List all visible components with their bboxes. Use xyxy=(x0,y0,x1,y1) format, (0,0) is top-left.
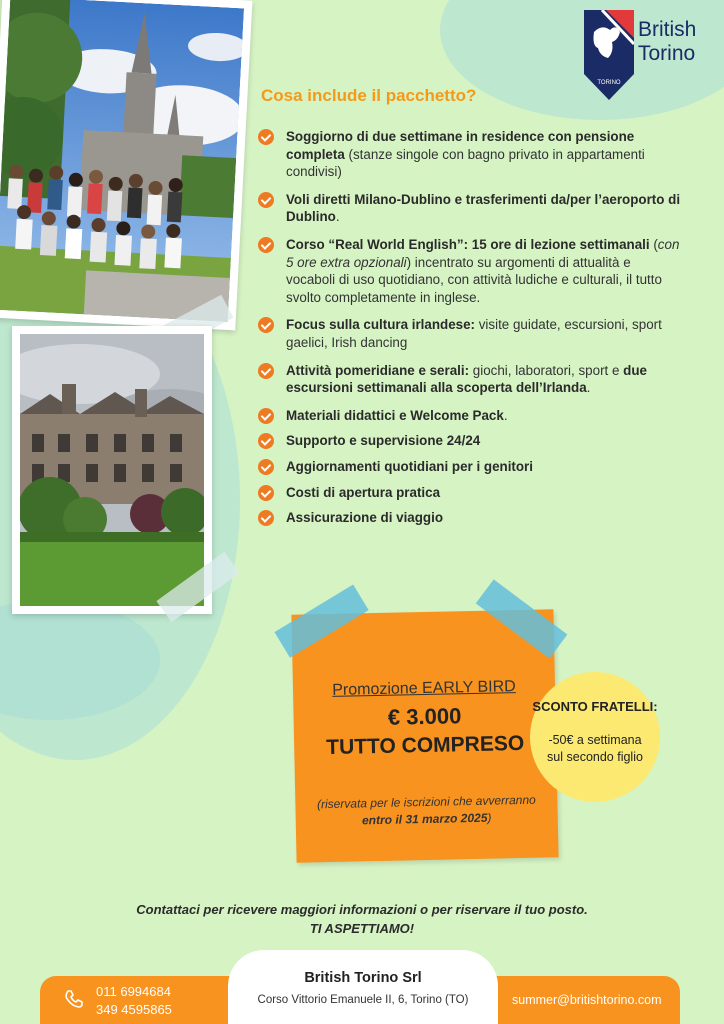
logo-line-1: British xyxy=(638,18,697,41)
included-item-text: due escursioni settimanali alla scoperta dell’Irlanda xyxy=(286,362,647,396)
included-item-text: Costi di apertura pratica xyxy=(286,484,441,500)
check-circle-icon xyxy=(258,237,274,253)
promo-card xyxy=(291,609,558,862)
promo-note-start: (riservata per le iscrizioni che avverranno xyxy=(316,792,536,812)
check-circle-icon xyxy=(258,363,274,379)
promo-note xyxy=(315,792,538,831)
manor-photo xyxy=(20,334,204,606)
included-item xyxy=(258,432,683,450)
included-item-text: Materiali didattici e Welcome Pack xyxy=(286,407,504,423)
check-circle-icon xyxy=(258,433,274,449)
email-link[interactable]: summer@britishtorino.com xyxy=(512,993,662,1007)
logo-wordmark xyxy=(638,18,696,66)
included-item xyxy=(258,362,683,397)
included-item-text: Assicurazione di viaggio xyxy=(286,510,444,526)
package-heading: Cosa include il pacchetto? xyxy=(261,86,477,105)
included-item-text: Attività pomeridiane e serali: xyxy=(286,362,470,378)
promo-tape-right xyxy=(476,579,568,658)
company-info xyxy=(228,950,498,1024)
included-item-text: Soggiorno di due settimane in residence con pensione completa xyxy=(286,129,635,162)
british-torino-logo xyxy=(584,10,724,100)
included-list xyxy=(258,128,683,535)
company-address: Corso Vittorio Emanuele II, 6, Torino (TO) xyxy=(257,994,469,1006)
contact-message-line-2: TI ASPETTIAMO! xyxy=(309,921,415,936)
included-item xyxy=(258,458,683,476)
included-item xyxy=(258,509,683,527)
check-circle-icon xyxy=(258,192,274,208)
promo-title: Promozione EARLY BIRD xyxy=(332,678,516,699)
check-circle-icon xyxy=(258,485,274,501)
contact-message-line-1: Contattaci per ricevere maggiori informazioni o per riservare il tuo posto. xyxy=(136,902,588,917)
promo-price: € 3.000 xyxy=(387,703,462,730)
included-item xyxy=(258,128,683,181)
included-item-text: ( xyxy=(649,236,658,252)
included-item-text: (stanze singole con bagno privato in appartamenti condivisi) xyxy=(286,146,645,180)
lion-shield-icon xyxy=(584,10,634,100)
promo-note-deadline: entro il 31 marzo 2025 xyxy=(361,810,488,828)
sibling-discount-badge xyxy=(530,672,660,802)
check-circle-icon xyxy=(258,459,274,475)
photo-manor-house xyxy=(12,326,212,614)
included-item xyxy=(258,316,683,351)
logo-line-2: Torino xyxy=(638,42,696,65)
promo-included: TUTTO COMPRESO xyxy=(325,731,525,760)
included-item-text: Corso “Real World English”: 15 ore di lezione settimanali xyxy=(286,236,650,252)
included-item-text: con 5 ore extra opzionali xyxy=(286,236,680,270)
promo-note-end: ) xyxy=(487,810,492,825)
included-item xyxy=(258,407,683,425)
included-item-text: Voli diretti Milano-Dublino e trasferimenti da/per l’aeroporto di Dublino xyxy=(286,191,681,225)
included-item xyxy=(258,236,683,306)
included-item-text: Supporto e supervisione 24/24 xyxy=(286,433,481,449)
included-item-text: giochi, laboratori, sport e xyxy=(469,362,624,378)
contact-message xyxy=(0,900,724,938)
check-circle-icon xyxy=(258,408,274,424)
promo-tape-left xyxy=(274,584,368,657)
phone-numbers xyxy=(96,983,172,1019)
check-circle-icon xyxy=(258,510,274,526)
included-item-text: . xyxy=(335,209,340,225)
included-item-text: Focus sulla cultura irlandese: xyxy=(286,317,476,333)
phone-icon xyxy=(64,989,84,1009)
phone-number-2[interactable]: 349 4595865 xyxy=(96,1002,172,1017)
included-item-text: . xyxy=(503,407,508,423)
included-item-text: ) incentrato su argomenti di attualità e vocaboli di uso quotidiano, con attività ludiche e culturali, il tutto svolto completamente in inglese. xyxy=(286,254,662,305)
included-item-text: visite guidate, escursioni, sport gaelici, Irish dancing xyxy=(286,317,662,350)
check-circle-icon xyxy=(258,129,274,145)
included-item xyxy=(258,484,683,502)
sibling-discount-title: SCONTO FRATELLI: xyxy=(532,699,658,714)
phone-number-1[interactable]: 011 6994684 xyxy=(96,984,171,999)
logo-shield-text: TORINO xyxy=(597,80,621,86)
cathedral-photo xyxy=(0,0,244,322)
included-item xyxy=(258,191,683,226)
company-name: British Torino Srl xyxy=(304,970,422,986)
check-circle-icon xyxy=(258,317,274,333)
included-item-text: . xyxy=(586,380,591,396)
photo-cathedral-group xyxy=(0,0,252,330)
sibling-discount-text: -50€ a settimana sul secondo figlio xyxy=(547,733,643,764)
included-item-text: Aggiornamenti quotidiani per i genitori xyxy=(286,458,533,474)
